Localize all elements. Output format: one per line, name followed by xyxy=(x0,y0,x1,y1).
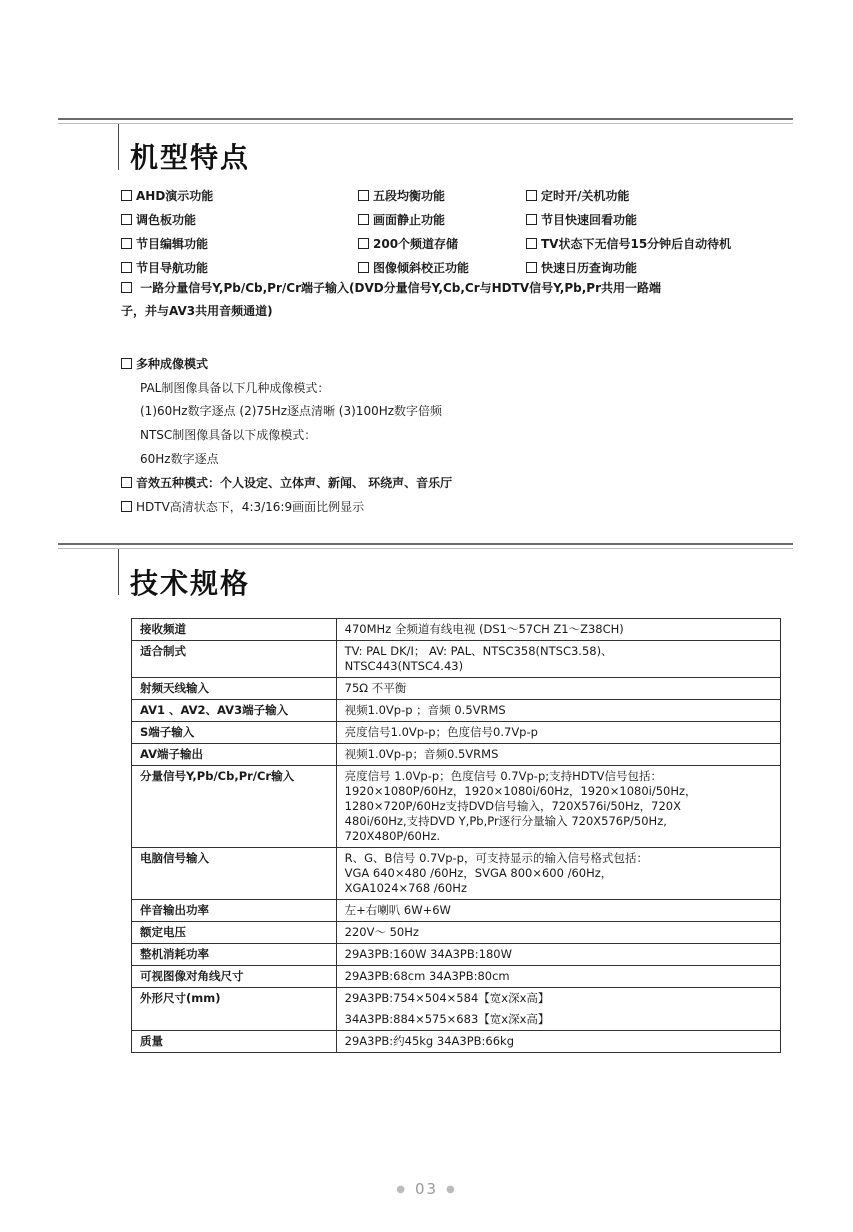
pal-intro: PAL制图像具备以下几种成像模式： xyxy=(140,381,330,395)
checkbox-icon xyxy=(121,214,132,225)
spec-row xyxy=(132,744,781,766)
spec-value xyxy=(336,1031,780,1053)
spec-row xyxy=(132,700,781,722)
feature-item: 画面静止功能 xyxy=(358,211,526,228)
spec-label: 电脑信号输入 xyxy=(132,848,337,900)
feature-item: TV状态下无信号15分钟后自动待机 xyxy=(526,235,801,252)
spec-value xyxy=(336,766,780,848)
feature-item: 节目快速回看功能 xyxy=(526,211,801,228)
spec-value-line: R、G、B信号 0.7Vp-p，可支持显示的输入信号格式包括： xyxy=(344,851,648,865)
spec-label: 额定电压 xyxy=(132,922,337,944)
spec-row xyxy=(132,966,781,988)
spec-row xyxy=(132,848,781,900)
spec-label: 可视图像对角线尺寸 xyxy=(132,966,337,988)
spec-value-line: 1280×720P/60Hz支持DVD信号输入，720X576i/50Hz，720X xyxy=(344,799,681,813)
spec-label: 接收频道 xyxy=(132,619,337,641)
checkbox-icon xyxy=(526,190,537,201)
checkbox-icon xyxy=(121,190,132,201)
spec-value xyxy=(336,700,780,722)
spec-value xyxy=(336,966,780,988)
feature-item: AHD演示功能 xyxy=(121,187,358,204)
component-input-note: 一路分量信号Y,Pb/Cb,Pr/Cr端子输入(DVD分量信号Y,Cb,Cr与HDTV信号Y,Pb,Pr共用一路端 子，并与AV3共用音频通道) xyxy=(121,281,662,318)
checkbox-icon xyxy=(358,238,369,249)
spec-value xyxy=(336,722,780,744)
checkbox-icon xyxy=(526,238,537,249)
checkbox-icon xyxy=(121,501,132,512)
ntsc-modes: 60Hz数字逐点 xyxy=(140,452,219,466)
spec-label: S端子输入 xyxy=(132,722,337,744)
page-number: ● 03 ● xyxy=(396,1180,457,1198)
spec-value-line: 视频1.0Vp-p ；音频 0.5VRMS xyxy=(344,703,506,717)
feature-item: 定时开/关机功能 xyxy=(526,187,801,204)
pal-modes: (1)60Hz数字逐点 (2)75Hz逐点清晰 (3)100Hz数字倍频 xyxy=(140,404,443,418)
checkbox-icon xyxy=(358,262,369,273)
title-accent-bar xyxy=(118,124,119,170)
spec-value-line: 29A3PB:68cm 34A3PB:80cm xyxy=(344,969,510,983)
spec-value-line: 亮度信号 1.0Vp-p；色度信号 0.7Vp-p;支持HDTV信号包括： xyxy=(344,769,663,783)
ntsc-intro: NTSC制图像具备以下成像模式： xyxy=(140,428,317,442)
checkbox-icon xyxy=(526,214,537,225)
feature-item: 调色板功能 xyxy=(121,211,358,228)
checkbox-icon xyxy=(121,262,132,273)
section-title-specs: 技术规格 xyxy=(130,567,251,600)
spec-label: 质量 xyxy=(132,1031,337,1053)
spec-value-line: XGA1024×768 /60Hz xyxy=(344,881,467,895)
sound-modes: 音效五种模式：个人设定、立体声、新闻、 环绕声、音乐厅 xyxy=(121,472,791,495)
checkbox-icon xyxy=(121,282,132,293)
spec-table xyxy=(131,618,781,1053)
spec-value-line: 1920×1080P/60Hz，1920×1080i/60Hz，1920×1080i/50Hz， xyxy=(344,784,697,798)
checkbox-icon xyxy=(121,477,132,488)
checkbox-icon xyxy=(121,358,132,369)
spec-value-line: 220V～ 50Hz xyxy=(344,925,419,939)
checkbox-icon xyxy=(358,214,369,225)
spec-label: 伴音输出功率 xyxy=(132,900,337,922)
spec-value xyxy=(336,678,780,700)
spec-value xyxy=(336,619,780,641)
spec-value-line: 480i/60Hz,支持DVD Y,Pb,Pr逐行分量输入 720X576P/50Hz, xyxy=(344,814,667,828)
feature-row xyxy=(121,207,801,231)
spec-value-line: 470MHz 全频道有线电视 (DS1～57CH Z1～Z38CH) xyxy=(344,622,624,636)
spec-label: AV1 、AV2、AV3端子输入 xyxy=(132,700,337,722)
spec-value-line: TV: PAL DK/I； AV: PAL、NTSC358(NTSC3.58)、 xyxy=(344,644,613,658)
section-title-features: 机型特点 xyxy=(130,141,251,174)
section-divider xyxy=(58,118,793,120)
spec-value xyxy=(336,848,780,900)
spec-value xyxy=(336,988,780,1031)
checkbox-icon xyxy=(358,190,369,201)
spec-row xyxy=(132,619,781,641)
spec-row xyxy=(132,944,781,966)
title-accent-bar xyxy=(118,549,119,595)
spec-label: AV端子输出 xyxy=(132,744,337,766)
spec-row xyxy=(132,641,781,678)
spec-value-line: 29A3PB:160W 34A3PB:180W xyxy=(344,947,512,961)
feature-row xyxy=(121,231,801,255)
spec-row xyxy=(132,988,781,1031)
spec-row xyxy=(132,722,781,744)
spec-row xyxy=(132,1031,781,1053)
spec-row xyxy=(132,766,781,848)
spec-value-line: VGA 640×480 /60Hz，SVGA 800×600 /60Hz， xyxy=(344,866,613,880)
feature-item: 节目导航功能 xyxy=(121,259,358,276)
spec-value-line: 左+右喇叭 6W+6W xyxy=(344,903,451,917)
spec-value-line: 34A3PB:884×575×683【宽x深x高】 xyxy=(344,1012,550,1026)
spec-value xyxy=(336,641,780,678)
checkbox-icon xyxy=(526,262,537,273)
spec-row xyxy=(132,900,781,922)
section-divider xyxy=(58,543,793,545)
spec-label: 外形尺寸(mm) xyxy=(132,988,337,1031)
feature-item: 200个频道存储 xyxy=(358,235,526,252)
feature-item: 五段均衡功能 xyxy=(358,187,526,204)
spec-row xyxy=(132,678,781,700)
spec-value xyxy=(336,922,780,944)
feature-row xyxy=(121,183,801,207)
spec-value-line: 视频1.0Vp-p；音频0.5VRMS xyxy=(344,747,499,761)
feature-item: 节目编辑功能 xyxy=(121,235,358,252)
spec-value-line: 720X480P/60Hz. xyxy=(344,829,441,843)
spec-value xyxy=(336,944,780,966)
spec-value-line: 75Ω 不平衡 xyxy=(344,681,407,695)
checkbox-icon xyxy=(121,238,132,249)
spec-label: 适合制式 xyxy=(132,641,337,678)
spec-value-line: 29A3PB:约45kg 34A3PB:66kg xyxy=(344,1034,514,1048)
feature-item: 图像倾斜校正功能 xyxy=(358,259,526,276)
feature-grid xyxy=(121,183,801,279)
spec-value-line: 29A3PB:754×504×584【宽x深x高】 xyxy=(344,991,550,1005)
spec-value-line: 亮度信号1.0Vp-p；色度信号0.7Vp-p xyxy=(344,725,538,739)
spec-label: 整机消耗功率 xyxy=(132,944,337,966)
feature-row xyxy=(121,255,801,279)
hdtv-note: HDTV高清状态下，4:3/16:9画面比例显示 xyxy=(121,496,791,519)
spec-row xyxy=(132,922,781,944)
spec-label: 分量信号Y,Pb/Cb,Pr/Cr输入 xyxy=(132,766,337,848)
feature-item: 快速日历查询功能 xyxy=(526,259,801,276)
spec-value xyxy=(336,744,780,766)
spec-value xyxy=(336,900,780,922)
spec-label: 射频天线输入 xyxy=(132,678,337,700)
spec-value-line: NTSC443(NTSC4.43) xyxy=(344,659,464,673)
imaging-modes-title: 多种成像模式 xyxy=(121,353,791,376)
